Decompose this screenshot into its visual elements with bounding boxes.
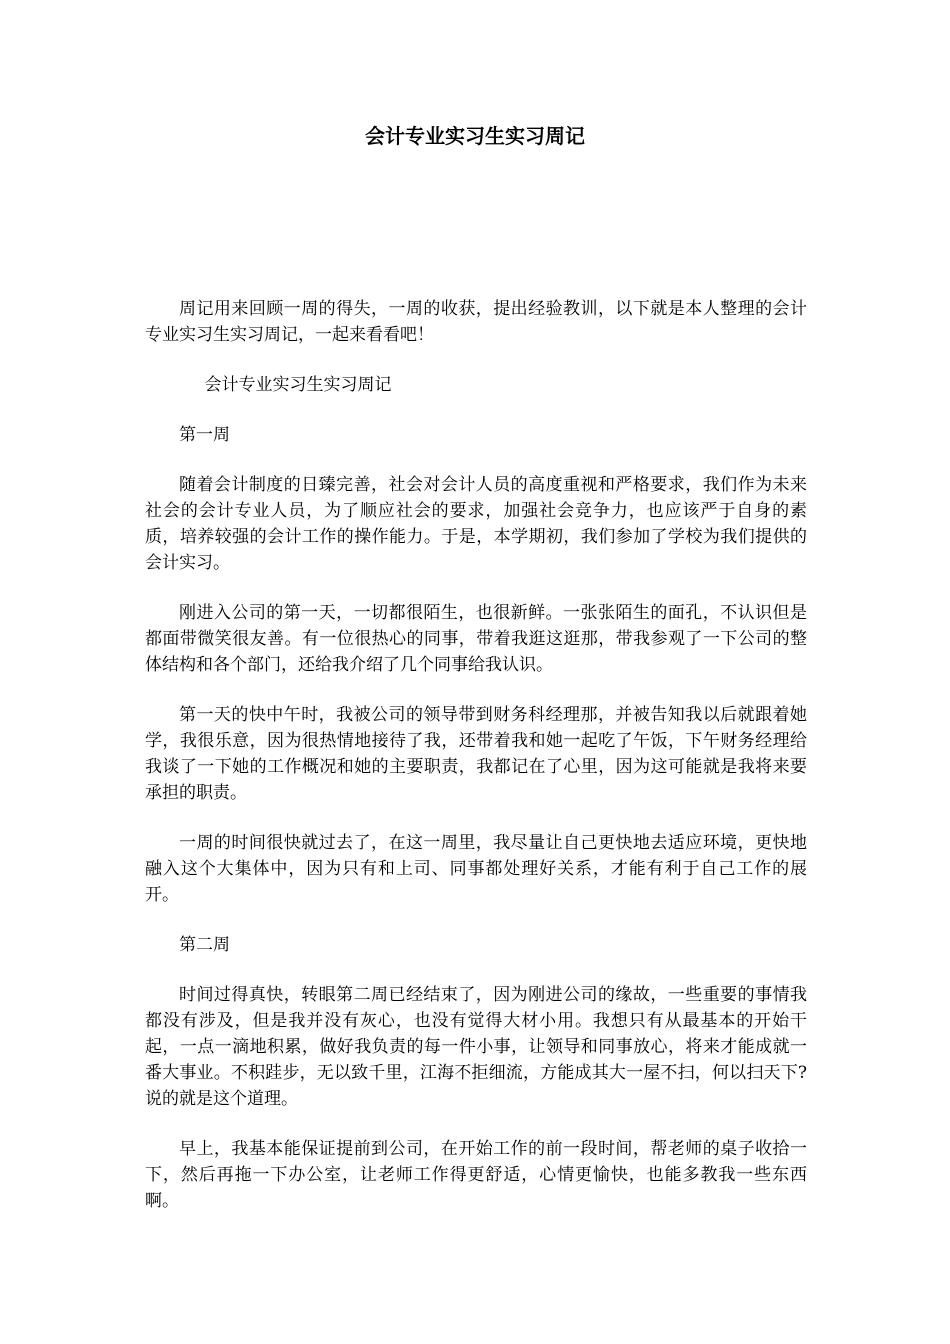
intro-paragraph: 周记用来回顾一周的得失，一周的收获，提出经验教训，以下就是本人整理的会计专业实习生实习周记，一起来看看吧！ xyxy=(145,299,807,345)
body-paragraph: 时间过得真快，转眼第二周已经结束了，因为刚进公司的缘故，一些重要的事情我都没有涉及，但是我并没有灰心，也没有觉得大材小用。我想只有从最基本的开始干起，一点一滴地积累，做好我负责的每一件小事，让领导和同事放心，将来才能成就一番大事业。不积跬步，无以致千里，江海不拒细流，方能成其大一屋不扫，何以扫天下?说的就是这个道理。 xyxy=(145,985,807,1109)
body-paragraph: 随着会计制度的日臻完善，社会对会计人员的高度重视和严格要求，我们作为未来社会的会计专业人员，为了顺应社会的要求，加强社会竞争力，也应该严于自身的素质，培养较强的会计工作的操作能力。于是，本学期初，我们参加了学校为我们提供的会计实习。 xyxy=(145,475,807,573)
body-paragraph: 刚进入公司的第一天，一切都很陌生，也很新鲜。一张张陌生的面孔，不认识但是都面带微笑很友善。有一位很热心的同事，带着我逛这逛那，带我参观了一下公司的整体结构和各个部门，还给我介绍了几个同事给我认识。 xyxy=(145,603,807,675)
week-heading: 第一周 xyxy=(179,425,230,445)
body-paragraph: 第一天的快中午时，我被公司的领导带到财务科经理那，并被告知我以后就跟着她学，我很乐意，因为很热情地接待了我，还带着我和她一起吃了午饭，下午财务经理给我谈了一下她的工作概况和她的主要职责，我都记在了心里，因为这可能就是我将来要承担的职责。 xyxy=(145,705,807,803)
document-body xyxy=(145,296,807,1238)
body-paragraph: 早上，我基本能保证提前到公司，在开始工作的前一段时间，帮老师的桌子收拾一下，然后再拖一下办公室，让老师工作得更舒适，心情更愉快，也能多教我一些东西啊。 xyxy=(145,1139,807,1211)
week-heading: 第二周 xyxy=(179,935,230,955)
document-title: 会计专业实习生实习周记 xyxy=(365,124,585,148)
section-heading: 会计专业实习生实习周记 xyxy=(204,375,392,395)
body-paragraph: 一周的时间很快就过去了，在这一周里，我尽量让自己更快地去适应环境，更快地融入这个大集体中，因为只有和上司、同事都处理好关系，才能有利于自己工作的展开。 xyxy=(145,833,807,905)
